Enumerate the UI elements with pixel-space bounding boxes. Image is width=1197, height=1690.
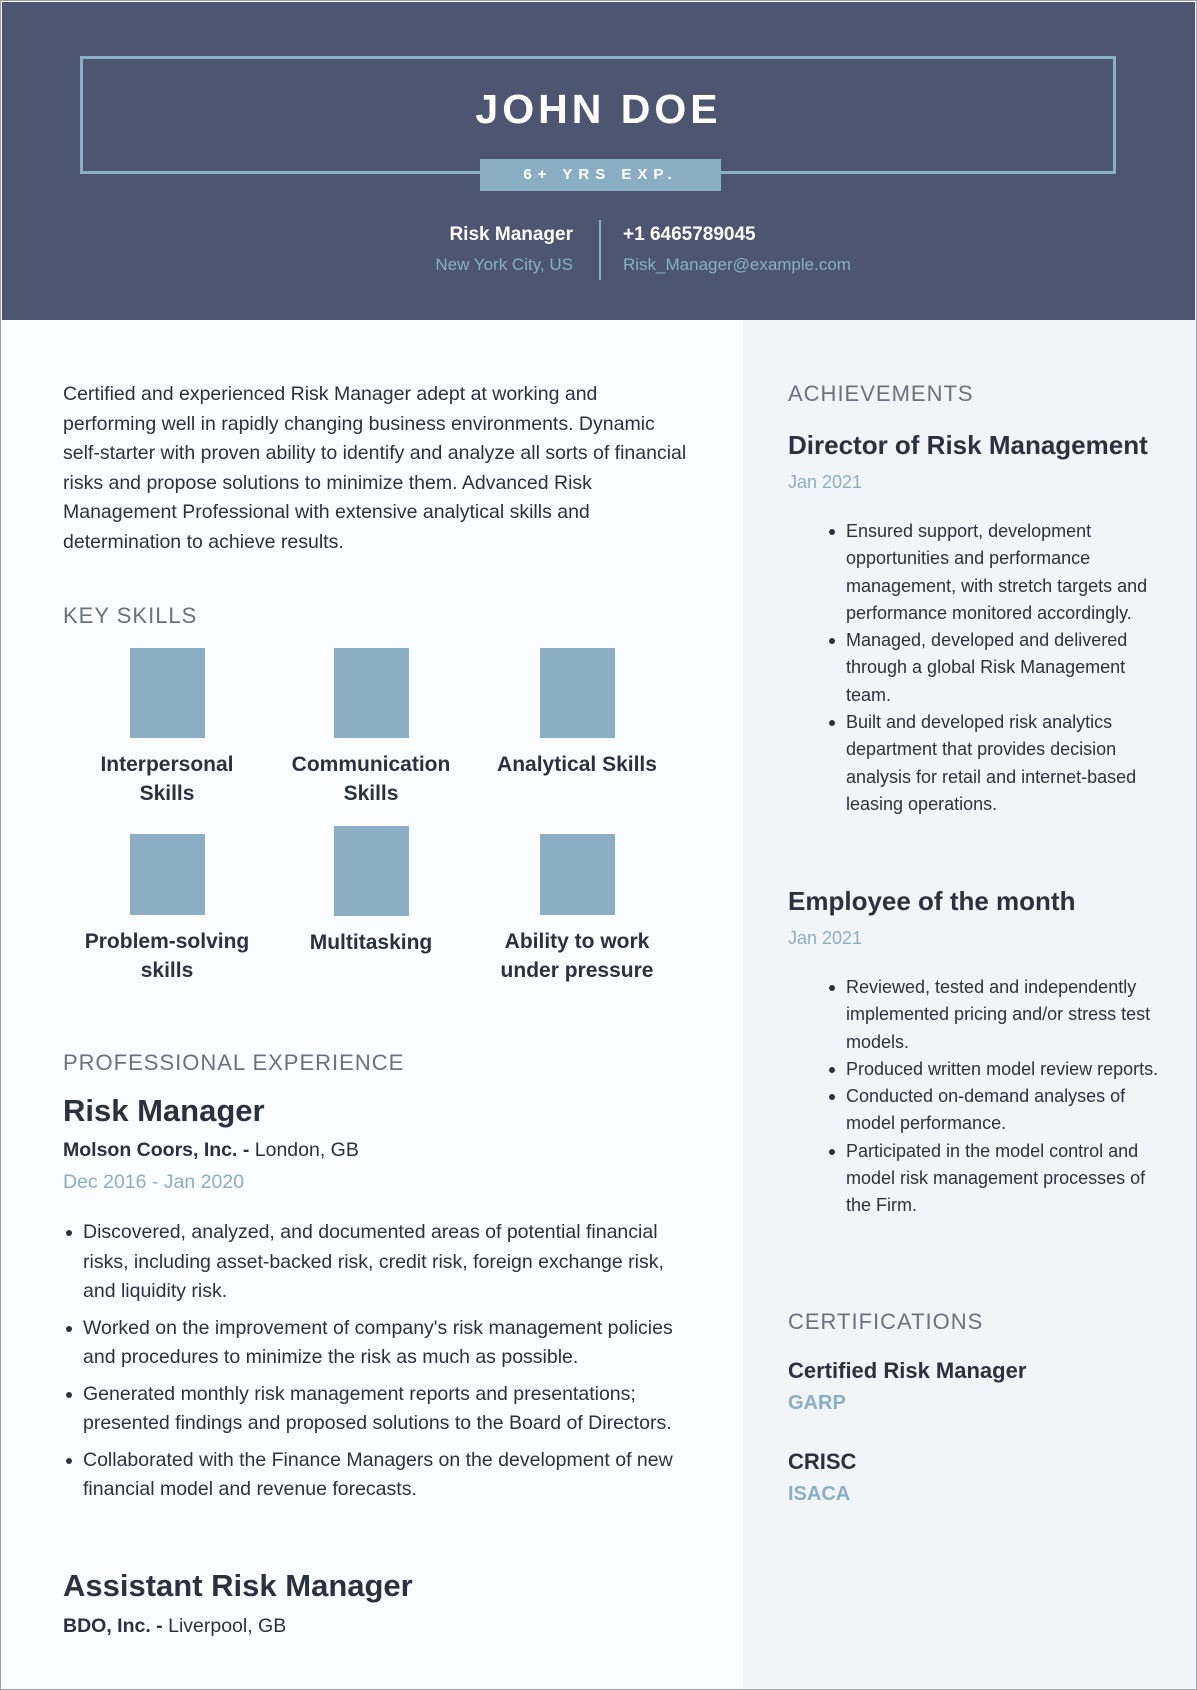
skill-label: Interpersonal Skills [100,753,234,805]
summary-text: Certified and experienced Risk Manager adept at working and performing well in rapidly changing business environments. Dynamic self-starter with proven ability to identify and analyze all sorts of financial risks and propose solutions to minimize them. Advanced Risk Management Professional with extensive analytical skills and determination to achieve results. [63,383,687,553]
skill-square-icon [540,834,615,915]
skill-square-icon [130,834,205,915]
list-item: Built and developed risk analytics department that provides decision analysis for retail and internet-based leasing operations. [826,709,1166,818]
certification-org: ISACA [788,1483,851,1505]
key-skills-heading: KEY SKILLS [63,603,198,628]
list-item: Discovered, analyzed, and documented areas of potential financial risks, including asset-backed risk, credit risk, foreign exchange risk, and liquidity risk. [63,1218,693,1307]
skill-item [482,648,672,779]
experience-heading: PROFESSIONAL EXPERIENCE [63,1050,405,1075]
company-name: BDO, Inc. - [63,1615,163,1637]
skill-square-icon [130,648,205,738]
certification-name: CRISC [788,1449,857,1474]
list-item: Worked on the improvement of company's risk management policies and procedures to minimize the risk as much as possible. [63,1314,693,1373]
list-item: Ensured support, development opportunities and performance management, with stretch targets and performance monitored accordingly. [826,518,1166,627]
resume-header [2,2,1195,320]
job-dates: Dec 2016 - Jan 2020 [63,1171,245,1193]
header-job-title: Risk Manager [449,224,573,245]
certification-name: Certified Risk Manager [788,1358,1027,1383]
job-bullets [63,1218,693,1512]
header-phone[interactable]: +1 6465789045 [623,224,756,245]
skill-item [276,648,466,808]
list-item: Generated monthly risk management reports and presentations; presented findings and proposed solutions to the Board of Directors. [63,1380,693,1439]
experience-badge: 6+ YRS EXP. [480,159,721,191]
contact-left [435,222,573,275]
company-location: Liverpool, GB [168,1615,287,1637]
skill-label: Multitasking [309,931,433,954]
skill-label: Ability to work under pressure [500,930,654,982]
achievement-title: Employee of the month [788,886,1076,916]
list-item: Produced written model review reports. [826,1056,1166,1083]
skill-label: Problem-solving skills [84,930,250,982]
list-item: Managed, developed and delivered through a global Risk Management team. [826,627,1166,709]
job-title: Risk Manager [63,1093,265,1128]
list-item: Collaborated with the Finance Managers on the development of new financial model and revenue forecasts. [63,1446,693,1505]
skill-label: Analytical Skills [497,753,657,776]
achievement-date: Jan 2021 [788,928,863,948]
job-company [63,1615,286,1638]
header-email[interactable]: Risk_Manager@example.com [623,255,851,274]
skill-square-icon [540,648,615,738]
achievements-heading: ACHIEVEMENTS [788,381,974,406]
company-name: Molson Coors, Inc. - [63,1139,250,1161]
skill-item [72,648,262,808]
skill-label: Communication Skills [291,753,451,805]
job-company [63,1139,359,1162]
achievement-bullets [826,518,1166,818]
list-item: Participated in the model control and model risk management processes of the Firm. [826,1138,1166,1220]
list-item: Conducted on-demand analyses of model performance. [826,1083,1166,1138]
contact-right [623,222,851,275]
achievement-date: Jan 2021 [788,472,863,492]
candidate-name: JOHN DOE [475,86,722,132]
skill-item [276,826,466,957]
company-location: London, GB [254,1139,359,1161]
skill-item [72,834,262,985]
header-location: New York City, US [435,255,573,274]
skill-square-icon [334,826,409,916]
job-title: Assistant Risk Manager [63,1568,413,1603]
certifications-heading: CERTIFICATIONS [788,1309,984,1334]
skill-square-icon [334,648,409,738]
contact-divider [599,220,601,280]
list-item: Reviewed, tested and independently implemented pricing and/or stress test models. [826,974,1166,1056]
achievement-bullets [826,974,1166,1220]
certification-org: GARP [788,1392,846,1414]
skill-item [482,834,672,985]
achievement-title: Director of Risk Management [788,430,1148,460]
